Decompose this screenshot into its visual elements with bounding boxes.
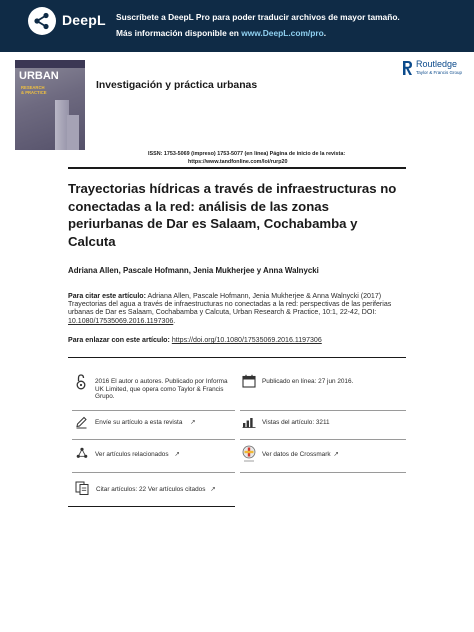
external-link-icon: ↗ <box>210 486 216 493</box>
calendar-icon <box>242 374 256 388</box>
banner-pro-link[interactable]: www.DeepL.com/pro <box>241 28 324 38</box>
submit-article-link[interactable] <box>95 419 196 427</box>
citation-block <box>68 293 408 326</box>
crossmark-label: Ver datos de Crossmark <box>262 451 331 458</box>
open-access-icon <box>76 374 86 390</box>
published-date: Publicado en línea: 27 jun 2016. <box>262 378 354 385</box>
related-articles-link[interactable] <box>95 451 180 459</box>
article-authors: Adriana Allen, Pascale Hofmann, Jenia Mukherjee y Anna Walnycki <box>68 266 319 275</box>
routledge-logo-icon <box>402 60 413 76</box>
citation-label: Para citar este artículo: <box>68 293 146 300</box>
related-articles-icon <box>76 447 88 459</box>
article-doi-url[interactable]: https://doi.org/10.1080/17535069.2016.1197306 <box>171 337 322 344</box>
related-articles-label: Ver artículos relacionados <box>95 451 169 458</box>
publisher-name: Routledge <box>416 59 458 69</box>
info-separator <box>72 410 235 411</box>
citing-articles-icon <box>75 481 90 495</box>
banner-subscribe-text: Suscríbete a DeepL Pro para poder traducir archivos de mayor tamaño. <box>116 12 400 22</box>
citation-divider <box>68 357 406 358</box>
info-separator <box>240 472 406 473</box>
banner-info-prefix: Más información disponible en <box>116 28 242 38</box>
citation-end: . <box>173 317 176 325</box>
banner-info-suffix: . <box>323 28 327 38</box>
cover-subtitle <box>21 85 47 95</box>
cover-stripe <box>15 60 85 68</box>
journal-homepage-link[interactable]: https://www.tandfonline.com/loi/rurp20 <box>188 159 288 165</box>
external-link-icon: ↗ <box>190 419 196 426</box>
info-separator <box>72 472 235 473</box>
cover-title: URBAN <box>19 70 59 82</box>
article-views: Vistas del artículo: 3211 <box>262 419 330 426</box>
journal-cover-image <box>15 60 85 150</box>
cover-building-small <box>67 115 79 150</box>
deepl-banner <box>0 0 474 52</box>
article-link-block <box>68 337 408 344</box>
article-title: Trayectorias hídricas a través de infraestructuras no conectadas a la red: análisis de las zonas periurbanas de Dar es Salaam, Cochabamba y Calcuta <box>68 181 397 249</box>
external-link-icon: ↗ <box>174 451 180 458</box>
citing-articles-label: Citar artículos: 22 Ver artículos citados <box>96 486 206 493</box>
deepl-logo-icon[interactable] <box>28 7 56 35</box>
issn-info: ISSN: 1753-5069 (impreso) 1753-5077 (en línea) Página de inicio de la revista: <box>148 151 346 157</box>
header-divider <box>68 167 406 169</box>
banner-info-text <box>116 28 326 38</box>
license-text: 2016 El autor o autores. Publicado por Informa UK Limited, que opera como Taylor & Francis Grupo. <box>95 378 228 400</box>
deepl-brand[interactable]: DeepL <box>62 12 106 28</box>
external-link-icon: ↗ <box>333 451 339 458</box>
journal-name: Investigación y práctica urbanas <box>96 80 258 91</box>
crossmark-link[interactable] <box>262 451 339 459</box>
publisher-group: Taylor & Francis Group <box>416 70 463 75</box>
cover-subtitle-1: RESEARCH <box>21 85 45 90</box>
article-link-label: Para enlazar con este artículo: <box>68 337 170 344</box>
cover-subtitle-2: & PRACTICE <box>21 90 47 95</box>
info-separator <box>240 410 406 411</box>
bar-chart-icon <box>242 416 256 428</box>
citing-articles-link[interactable] <box>96 486 216 494</box>
info-separator <box>240 439 406 440</box>
citation-doi-link[interactable]: 10.1080/17535069.2016.1197306 <box>68 317 174 325</box>
crossmark-icon[interactable] <box>242 445 256 463</box>
bottom-divider <box>68 506 235 507</box>
citation-text: Adriana Allen, Pascale Hofmann, Jenia Mukherjee & Anna Walnycki (2017) Trayectorias del agua a través de infraestructuras no conectadas a la red: perspectivas de las periferias urbanas de Dar es Salaam, Cochabamba y Calcuta, Urban Research & Practice, 10:1, 22-42, DOI: <box>68 293 392 317</box>
submit-article-label: Envíe su artículo a esta revista <box>95 419 183 426</box>
info-separator <box>72 439 235 440</box>
submit-pencil-icon <box>75 416 88 429</box>
